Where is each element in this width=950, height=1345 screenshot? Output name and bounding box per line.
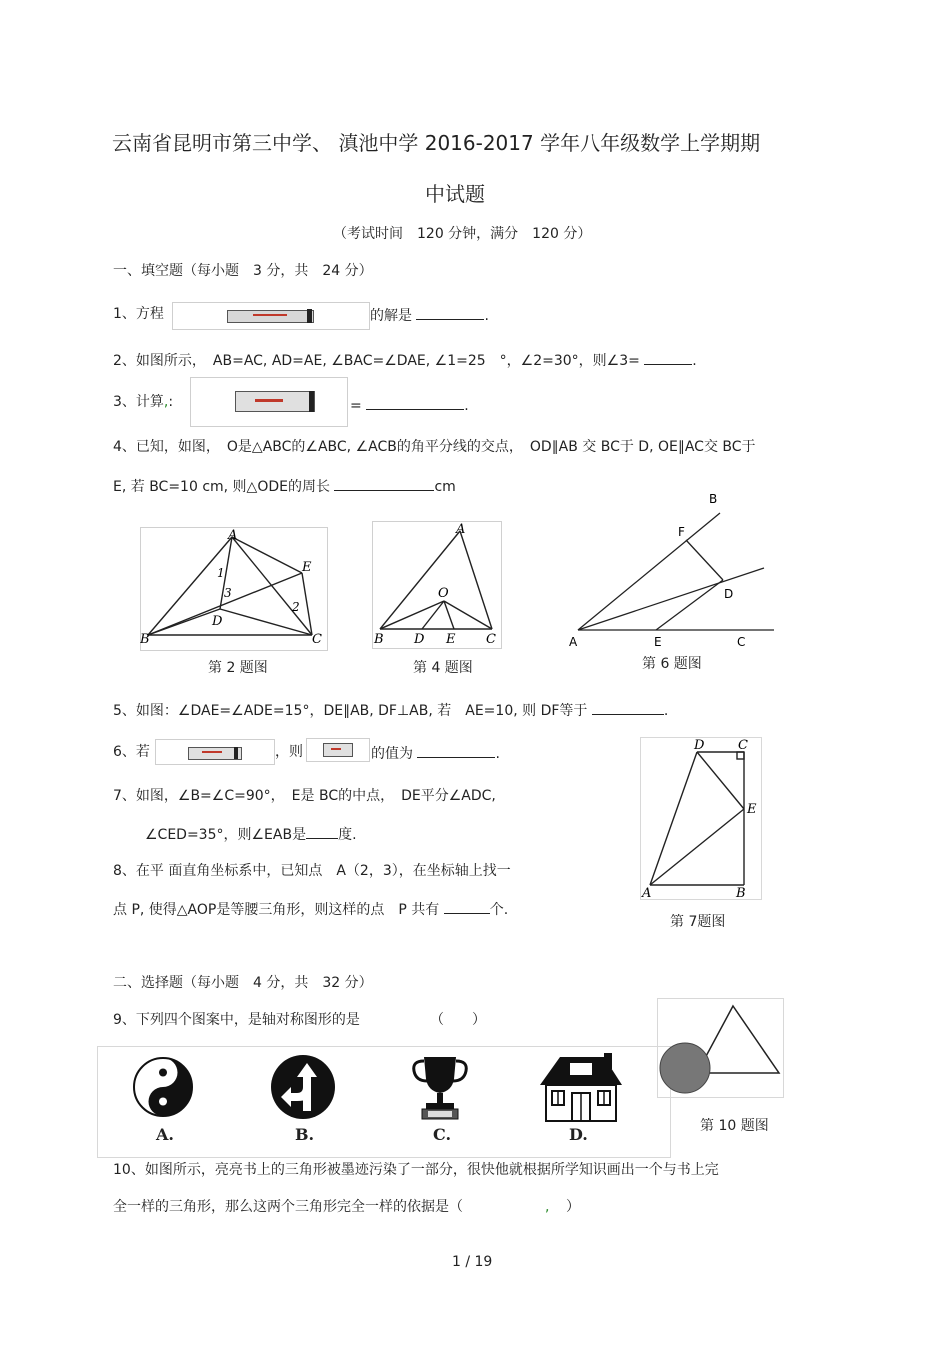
fig2-label-D: D [212,614,223,629]
q8-line1: 8、在平 面直角坐标系中，已知点 A（2，3），在坐标轴上找一 [113,863,511,879]
q3-equals: = [350,398,362,414]
fig7-label-C: C [738,738,748,753]
q2-answer-blank[interactable] [644,350,692,365]
q6-suffix: 的值为 [371,746,413,762]
fig4-caption: 第 4 题图 [413,660,473,676]
q9-paren: （ ） [430,1012,486,1028]
q10-line1: 10、如图所示，亮亮书上的三角形被墨迹污染了一部分，很快他就根据所学知识画出一个与书上完 [113,1162,719,1178]
fig7-label-E: E [747,802,757,817]
fig2-label-1: 1 [217,566,225,580]
q6-end: . [495,746,500,762]
figure-6 [560,488,785,653]
q9-option-c-label[interactable]: C. [433,1125,452,1144]
fig6-label-E: E [654,635,662,649]
q6-prefix: 6、若 [113,744,150,760]
section2-heading: 二、选择题（每小题 4 分，共 32 分） [113,975,373,991]
q9-options-panel [97,1046,671,1158]
fig4-label-C: C [486,632,496,647]
q9-text: 9、下列四个图案中，是轴对称图形的是 [113,1012,360,1028]
q7-line2-suffix: 度. [338,827,357,843]
yin-yang-icon[interactable] [131,1055,195,1119]
q10-close: ） [566,1199,580,1215]
q7-answer-blank[interactable] [306,824,338,839]
figure-4 [372,521,502,649]
fig7-caption: 第 7题图 [670,914,726,930]
fig2-label-2: 2 [292,600,300,614]
q8-line2: 点 P, 使得△AOP是等腰三角形，则这样的点 P 共有 [113,902,440,918]
q3-end: . [464,398,469,414]
trophy-icon[interactable] [410,1053,470,1123]
q9-option-d-label[interactable]: D. [569,1125,588,1144]
fig4-label-E: E [446,632,456,647]
q4-answer-blank[interactable] [334,476,434,491]
q4-line2: E, 若 BC=10 cm, 则△ODE的周长 [113,479,330,495]
fig4-label-D: D [414,632,425,647]
q6-answer-blank[interactable] [417,743,495,758]
q6-expression-image [306,738,370,762]
fig6-label-C: C [737,635,746,649]
fig2-label-A: A [228,528,238,543]
q7-line2: ∠CED=35°，则∠EAB是 [145,827,307,843]
q6-mid: ，则 [275,744,303,760]
figure-2 [140,527,328,651]
q4-unit: cm [434,479,456,495]
fig2-label-B: B [140,632,150,647]
turn-left-sign-icon[interactable] [269,1053,337,1121]
fig7-label-D: D [694,738,705,753]
figure-10 [657,998,784,1098]
q5-answer-blank[interactable] [592,700,664,715]
fig10-caption: 第 10 题图 [700,1118,769,1134]
q10-line2: 全一样的三角形，那么这两个三角形完全一样的依据是（ [113,1199,463,1215]
q5-text: 5、如图：∠DAE=∠ADE=15°，DE∥AB, DF⊥AB, 若 AE=10, 则 DF等于 [113,703,588,719]
q1-end: . [484,308,489,324]
fig7-label-B: B [736,886,746,900]
figure-7 [640,737,762,900]
page-title-line1: 云南省昆明市第三中学、 滇池中学 2016-2017 学年八年级数学上学期期 [112,131,761,155]
q10-mark: , [545,1199,550,1215]
fig6-label-D: D [724,587,734,601]
q2-text: 2、如图所示， AB=AC, AD=AE, ∠BAC=∠DAE, ∠1=25 °，∠2=30°，则∠3= [113,353,640,369]
q8-answer-blank[interactable] [444,899,490,914]
q4-line1: 4、已知，如图， O是△ABC的∠ABC, ∠ACB的角平分线的交点， OD∥AB 交 BC于 D, OE∥AC交 BC于 [113,439,756,455]
q1-answer-blank[interactable] [416,305,484,320]
page-title-line2: 中试题 [425,182,485,206]
fig6-label-F: F [678,525,685,539]
fig2-label-C: C [312,632,322,647]
q3-expression-image [190,377,348,427]
q1-suffix: 的解是 [370,308,412,324]
q3-answer-blank[interactable] [366,395,464,410]
fig2-label-3: 3 [224,586,232,600]
fig6-label-B: B [709,492,718,506]
q6-condition-image [155,739,275,765]
page-number: 1 / 19 [452,1254,493,1270]
exam-info: （考试时间 120 分钟，满分 120 分） [333,226,592,242]
fig2-caption: 第 2 题图 [208,660,268,676]
q5-end: . [663,703,669,719]
q1-prefix: 1、方程 [113,306,164,322]
fig2-label-E: E [302,560,312,575]
fig6-caption: 第 6 题图 [642,656,702,672]
fig4-label-O: O [438,586,449,601]
house-icon[interactable] [536,1051,626,1123]
fig7-label-A: A [642,886,652,900]
q1-equation-image [172,302,370,330]
q8-line2-suffix: 个. [489,902,509,918]
section1-heading: 一、填空题（每小题 3 分，共 24 分） [113,263,373,279]
fig6-label-A: A [569,635,578,649]
q2-end: . [692,353,697,369]
q3-prefix: 3、计算,: [113,394,174,410]
q7-line1: 7、如图，∠B=∠C=90°， E是 BC的中点， DE平分∠ADC, [113,788,496,804]
q9-option-a-label[interactable]: A. [156,1125,174,1144]
fig4-label-B: B [374,632,384,647]
q9-option-b-label[interactable]: B. [295,1125,315,1144]
fig4-label-A: A [456,522,466,537]
